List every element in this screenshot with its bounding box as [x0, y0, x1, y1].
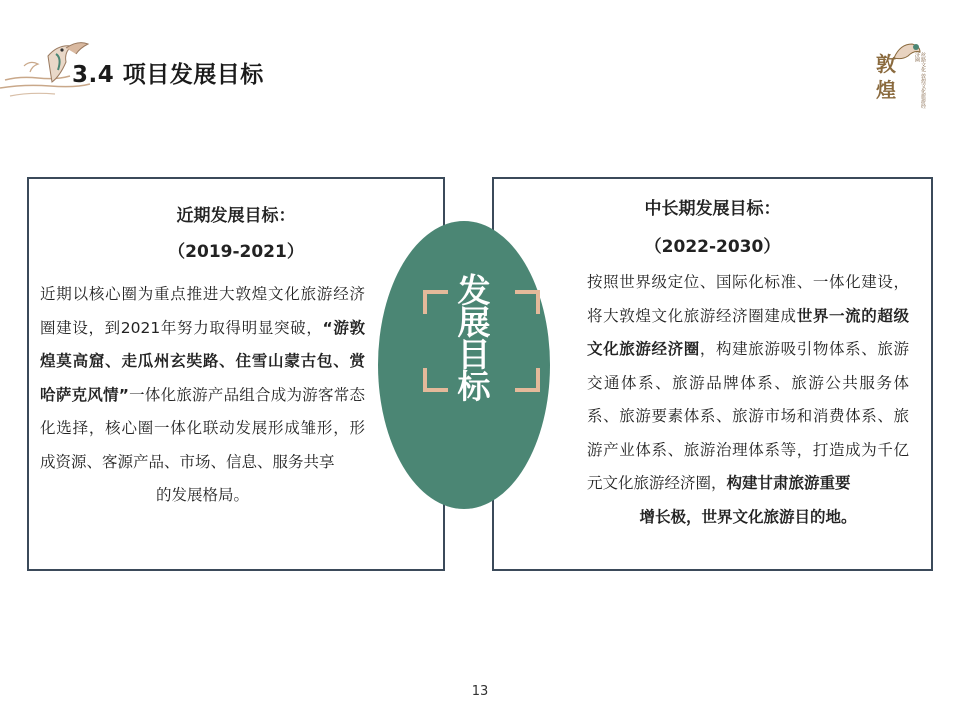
- short-term-text-last: 的发展格局。: [155, 486, 249, 504]
- long-term-goal-panel: [492, 177, 933, 571]
- short-term-text-1: 近期以核心圈为重点推进大敦煌文化旅游经济圈建设，到2021年努力取得明显突破，: [40, 285, 365, 337]
- short-term-heading: 近期发展目标：: [176, 206, 296, 226]
- short-term-body: [40, 278, 365, 513]
- long-term-heading: 中长期发展目标：: [644, 199, 781, 219]
- logo-char-1: 敦: [876, 52, 896, 76]
- bracket-top-left: [423, 290, 448, 314]
- short-term-period: （2019-2021）: [168, 242, 304, 262]
- long-term-period: （2022-2030）: [644, 237, 781, 257]
- bracket-top-right: [515, 290, 540, 314]
- long-term-text-1: 按照世界级定位、国际化标准、一体化建设，将大敦煌文化旅游经济圈建成: [587, 273, 909, 325]
- slide-title: 3.4 项目发展目标: [72, 62, 264, 88]
- long-term-body: [587, 266, 909, 534]
- center-title: [448, 271, 500, 406]
- long-term-highlight-3: 增长极，世界文化旅游目的地。: [639, 507, 857, 526]
- dunhuang-logo: [872, 38, 928, 118]
- page-number: 13: [471, 684, 489, 699]
- long-term-text-2: ，构建旅游吸引物体系、旅游交通体系、旅游品牌体系、旅游公共服务体系、旅游要素体系、旅游市场和消费体系、旅游产业体系、旅游治理体系等，打造成为千亿元文化旅游经济圈，: [587, 340, 909, 492]
- short-term-highlight: “游敦煌莫高窟、走瓜州玄奘路、住雪山蒙古包、赏哈萨克风情”: [40, 318, 366, 404]
- bracket-bottom-left: [423, 368, 448, 392]
- logo-small-text: 丝路文化 敦煌文化旅游经济圈: [914, 52, 926, 109]
- center-char-2: 展: [457, 303, 491, 342]
- center-char-3: 目: [457, 335, 491, 374]
- logo-char-2: 煌: [876, 78, 896, 102]
- center-char-4: 标: [457, 367, 491, 406]
- long-term-highlight-2: 构建甘肃旅游重要: [726, 474, 851, 492]
- long-term-highlight-1: 世界一流的超级文化旅游经济圈: [587, 306, 909, 358]
- bracket-bottom-right: [515, 368, 540, 392]
- short-term-text-2: 一体化旅游产品组合成为游客常态化选择，核心圈一体化联动发展形成雏形，形成资源、客源产品、市场、信息、服务共享: [40, 385, 365, 471]
- center-char-1: 发: [457, 271, 491, 310]
